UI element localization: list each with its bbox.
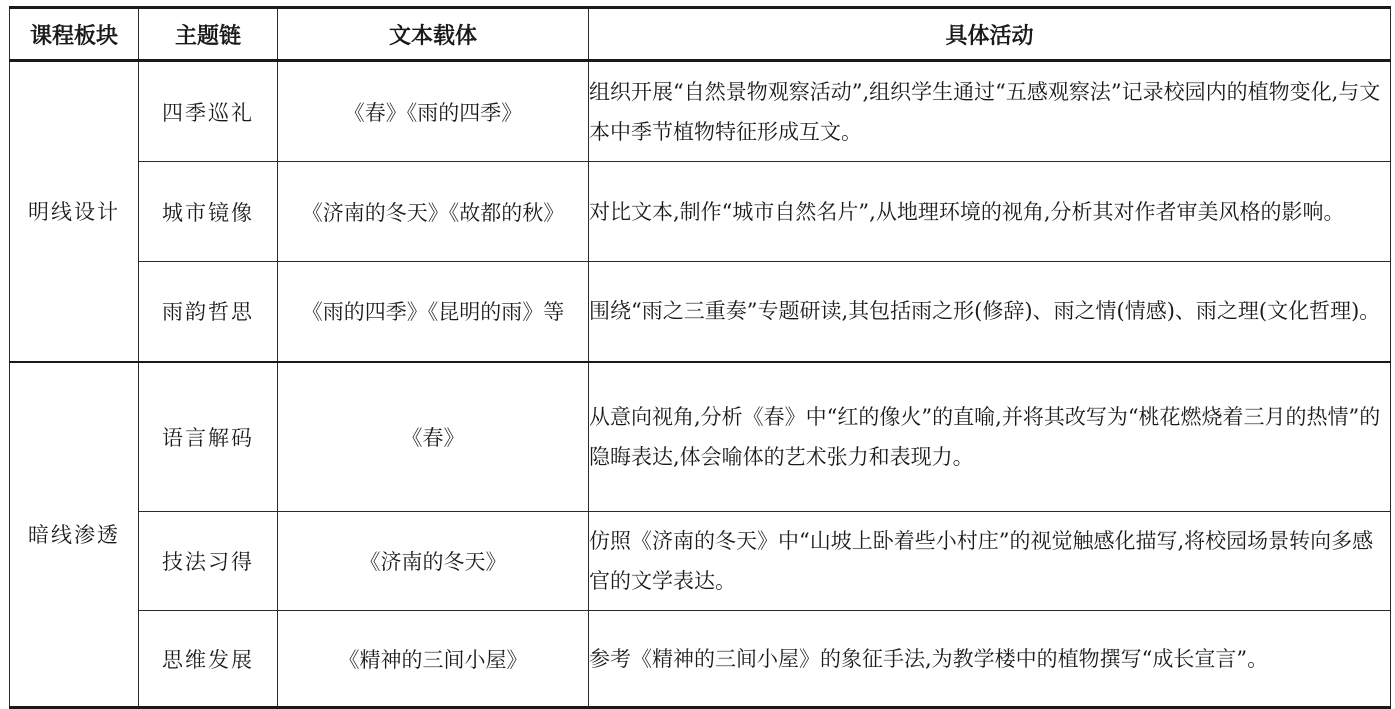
block-cell-implicit: 暗线渗透 — [10, 362, 139, 708]
theme-cell: 技法习得 — [139, 512, 278, 611]
activity-cell: 围绕“雨之三重奏”专题研读,其包括雨之形(修辞)、雨之情(情感)、雨之理(文化哲理)。 — [589, 262, 1391, 362]
activity-cell: 从意向视角,分析《春》中“红的像火”的直喻,并将其改写为“桃花燃烧着三月的热情”的隐晦表达,体会喻体的艺术张力和表现力。 — [589, 362, 1391, 512]
text-carrier-cell: 《济南的冬天》 — [278, 512, 589, 611]
table-row — [10, 61, 1391, 162]
header-theme: 主题链 — [139, 8, 278, 61]
table-row — [10, 611, 1391, 708]
table-row — [10, 512, 1391, 611]
curriculum-table — [9, 6, 1391, 709]
theme-cell: 语言解码 — [139, 362, 278, 512]
activity-cell: 对比文本,制作“城市自然名片”,从地理环境的视角,分析其对作者审美风格的影响。 — [589, 162, 1391, 262]
header-row — [10, 8, 1391, 61]
table-row — [10, 262, 1391, 362]
activity-cell: 参考《精神的三间小屋》的象征手法,为教学楼中的植物撰写“成长宣言”。 — [589, 611, 1391, 708]
table-row — [10, 362, 1391, 512]
table-row — [10, 162, 1391, 262]
block-cell-explicit: 明线设计 — [10, 61, 139, 362]
theme-cell: 雨韵哲思 — [139, 262, 278, 362]
theme-cell: 四季巡礼 — [139, 61, 278, 162]
text-carrier-cell: 《雨的四季》《昆明的雨》等 — [278, 262, 589, 362]
theme-cell: 思维发展 — [139, 611, 278, 708]
header-text-carrier: 文本载体 — [278, 8, 589, 61]
header-block: 课程板块 — [10, 8, 139, 61]
text-carrier-cell: 《春》《雨的四季》 — [278, 61, 589, 162]
theme-cell: 城市镜像 — [139, 162, 278, 262]
header-activity: 具体活动 — [589, 8, 1391, 61]
activity-cell: 组织开展“自然景物观察活动”,组织学生通过“五感观察法”记录校园内的植物变化,与文本中季节植物特征形成互文。 — [589, 61, 1391, 162]
activity-cell: 仿照《济南的冬天》中“山坡上卧着些小村庄”的视觉触感化描写,将校园场景转向多感官的文学表达。 — [589, 512, 1391, 611]
text-carrier-cell: 《济南的冬天》《故都的秋》 — [278, 162, 589, 262]
text-carrier-cell: 《春》 — [278, 362, 589, 512]
text-carrier-cell: 《精神的三间小屋》 — [278, 611, 589, 708]
